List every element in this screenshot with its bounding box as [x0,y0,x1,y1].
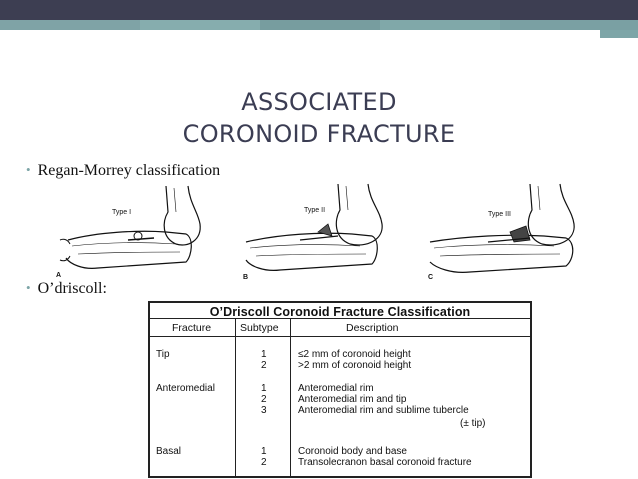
header-fracture: Fracture [172,322,212,334]
table-rule-top [150,318,530,319]
panel-letter-b: B [243,274,249,281]
slide-title [130,86,508,150]
description-cell: Anteromedial rim [298,383,374,394]
bullet-odriscoll [26,280,107,298]
title-line-2: CORONOID FRACTURE [182,120,456,148]
description-cell: >2 mm of coronoid height [298,360,412,371]
bullet-regan-morrey [26,162,220,180]
panel-letter-a: A [56,272,62,279]
accent-strip [0,20,638,30]
description-cell: Anteromedial rim and sublime tubercle [298,405,469,416]
bullet-text: O’driscoll: [37,280,107,297]
subtype-cell: 1 [261,446,267,457]
panel-letter-c: C [428,274,434,281]
column-divider-1 [235,318,236,476]
subtype-cell: 3 [261,405,267,416]
description-note: (± tip) [460,418,486,429]
subtype-cell: 2 [261,394,267,405]
subtype-cell: 2 [261,457,267,468]
bullet-dot: • [26,280,31,295]
description-cell: Anteromedial rim and tip [298,394,407,405]
elbow-figure-type-2 [240,182,390,290]
fracture-anteromedial: Anteromedial [156,383,215,394]
elbow-drawing-a [58,182,206,290]
accent-tab [600,30,638,38]
subtype-cell: 1 [261,349,267,360]
elbow-drawing-b [240,182,390,290]
elbow-figure-type-1 [58,182,206,290]
header-subtype: Subtype [240,322,279,334]
header-description: Description [346,322,399,334]
type-2-label: Type II [304,207,326,214]
title-line-1: ASSOCIATED [241,88,397,116]
subtype-cell: 1 [261,383,267,394]
subtype-cell: 2 [261,360,267,371]
top-banner [0,0,638,20]
table-rule-header [150,336,530,337]
elbow-figure-type-3 [426,182,586,290]
fracture-tip: Tip [156,349,170,360]
elbow-drawing-c [426,182,586,290]
odriscoll-classification-table [148,301,532,478]
type-3-label: Type III [488,211,511,218]
description-cell: Coronoid body and base [298,446,407,457]
description-cell: ≤2 mm of coronoid height [298,349,411,360]
column-divider-2 [290,318,291,476]
table-title: O’Driscoll Coronoid Fracture Classification [209,305,471,319]
description-cell: Transolecranon basal coronoid fracture [298,457,472,468]
fracture-basal: Basal [156,446,182,457]
bullet-text: Regan-Morrey classification [37,162,221,179]
bullet-dot: • [26,162,31,177]
type-1-label: Type I [112,209,132,216]
